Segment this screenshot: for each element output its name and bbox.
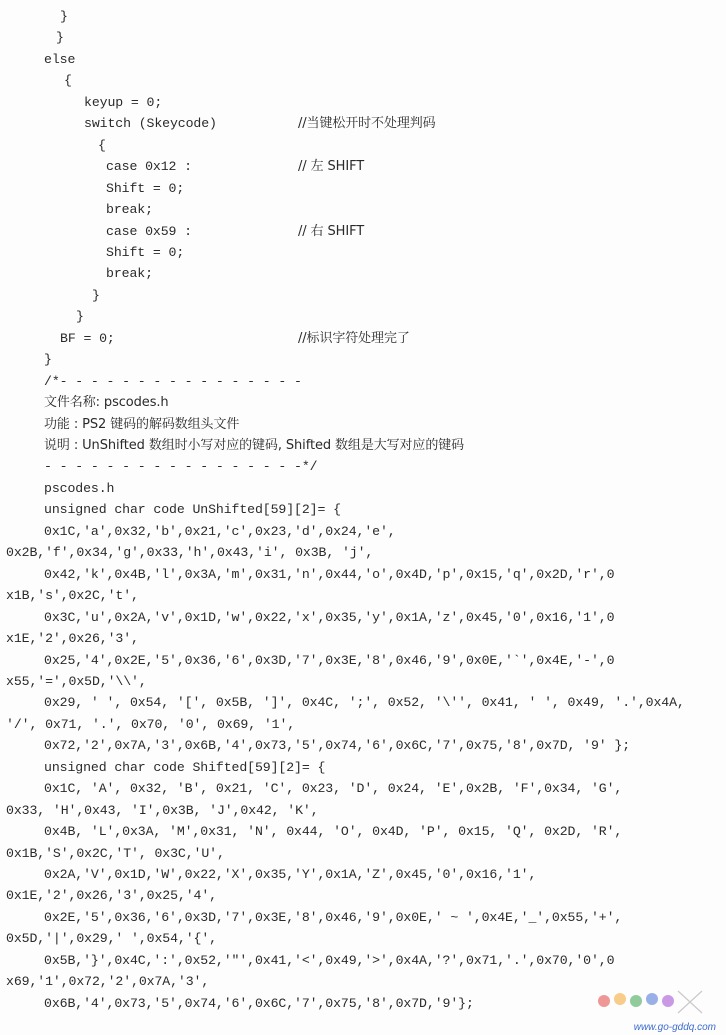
code-text: Shift = 0; [106, 244, 185, 260]
code-line [106, 178, 184, 199]
code-line [44, 692, 685, 713]
code-text: 0x2A,'V',0x1D,'W',0x22,'X',0x35,'Y',0x1A,'Z',0x45,'0',0x16,'1', [44, 867, 537, 882]
code-line [6, 714, 295, 735]
code-line [44, 735, 630, 756]
code-text: else [44, 51, 76, 67]
code-text: 0x42,'k',0x4B,'l',0x3A,'m',0x31,'n',0x44,'o',0x4D,'p',0x15,'q',0x2D,'r',0 [44, 566, 615, 582]
code-text: 文件名称: pscodes.h [44, 395, 169, 411]
code-line [106, 263, 153, 284]
code-text: case 0x59 : [106, 223, 192, 239]
code-text: 0x1B,'S',0x2C,'T', 0x3C,'U', [6, 845, 225, 861]
code-line [92, 285, 100, 306]
code-line [44, 435, 464, 456]
code-text: x55,'=',0x5D,'\\', [6, 673, 147, 689]
code-line [98, 135, 106, 156]
code-line [44, 499, 341, 520]
code-text: Shift = 0; [106, 180, 185, 196]
code-text: case 0x12 : [106, 159, 192, 175]
code-comment: // 右 SHIFT [298, 223, 365, 239]
code-text: 0x33, 'H',0x43, 'I',0x3B, 'J',0x42, 'K', [6, 802, 319, 818]
code-line [44, 521, 396, 542]
code-text: 0x1E,'2',0x26,'3',0x25,'4', [6, 888, 217, 904]
code-line [44, 607, 614, 628]
code-text: 0x1C, 'A', 0x32, 'B', 0x21, 'C', 0x23, 'D', 0x24, 'E',0x2B, 'F',0x34, 'G', [44, 781, 623, 797]
watermark-url: www.go-gddq.com [633, 1022, 716, 1033]
code-text: 0x2B,'f',0x34,'g',0x33,'h',0x43,'i', 0x3B, 'j', [6, 545, 374, 561]
code-line [6, 971, 209, 992]
code-line [6, 585, 139, 606]
code-text: - - - - - - - - - - - - - - - - -*/ [44, 459, 318, 475]
code-line [44, 864, 536, 885]
code-text: break; [106, 266, 153, 282]
code-line [60, 6, 68, 27]
code-line [6, 542, 373, 563]
code-line [64, 70, 72, 91]
code-line [106, 242, 184, 263]
code-line [76, 306, 84, 327]
code-line [6, 800, 319, 821]
code-text: 0x2E,'5',0x36,'6',0x3D,'7',0x3E,'8',0x46,'9',0x0E,' ~ ',0x4E,'_',0x55,'+', [44, 909, 623, 925]
code-comment: //当键松开时不处理判码 [298, 116, 436, 132]
code-text: 功能 : PS2 键码的解码数组头文件 [44, 416, 240, 432]
code-line [44, 478, 114, 499]
code-line [6, 928, 217, 949]
code-line [44, 993, 474, 1014]
code-line [84, 92, 162, 113]
code-line [44, 821, 622, 842]
code-line [106, 221, 365, 242]
code-text: 0x1C,'a',0x32,'b',0x21,'c',0x23,'d',0x24,'e', [44, 523, 396, 539]
code-line [106, 199, 153, 220]
code-text: switch (Skeycode) [84, 116, 217, 132]
code-line [6, 628, 139, 649]
code-line [44, 907, 622, 928]
code-line [44, 564, 614, 585]
code-text: } [92, 287, 100, 303]
code-text: x1E,'2',0x26,'3', [6, 631, 139, 647]
code-text: 0x25,'4',0x2E,'5',0x36,'6',0x3D,'7',0x3E,'8',0x46,'9',0x0E,'`',0x4E,'-',0 [44, 652, 615, 668]
code-line [44, 650, 614, 671]
code-line [44, 456, 317, 477]
code-line [44, 371, 302, 392]
code-line [56, 27, 64, 48]
code-text: '/', 0x71, '.', 0x70, '0', 0x69, '1', [6, 716, 296, 732]
code-text: 0x29, ' ', 0x54, '[', 0x5B, ']', 0x4C, ';', 0x52, '\'', 0x41, ' ', 0x49, '.',0x4A, [44, 695, 685, 711]
code-line [6, 843, 225, 864]
code-text: x69,'1',0x72,'2',0x7A,'3', [6, 974, 210, 990]
code-text: } [44, 352, 52, 368]
code-text: 说明 : UnShifted 数组时小写对应的键码, Shifted 数组是大写对应的键码 [44, 438, 465, 453]
code-text: /*- - - - - - - - - - - - - - - - [44, 373, 302, 389]
code-line [44, 757, 325, 778]
code-text: { [98, 137, 106, 153]
code-line [44, 392, 169, 413]
code-text: pscodes.h [44, 480, 115, 496]
code-text: 0x5D,'|',0x29,' ',0x54,'{', [6, 931, 217, 947]
code-line [44, 950, 614, 971]
code-line [60, 328, 410, 349]
code-line [6, 671, 147, 692]
code-comment: // 左 SHIFT [298, 159, 365, 175]
code-line [44, 778, 622, 799]
code-text: } [56, 30, 64, 46]
code-text: 0x6B,'4',0x73,'5',0x74,'6',0x6C,'7',0x75,'8',0x7D,'9'}; [44, 995, 474, 1011]
code-comment: //标识字符处理完了 [298, 330, 410, 346]
code-text: 0x5B,'}',0x4C,':',0x52,'"',0x41,'<',0x49,'>',0x4A,'?',0x71,'.',0x70,'0',0 [44, 952, 615, 968]
code-line [6, 885, 217, 906]
code-line [106, 156, 365, 177]
code-text: } [76, 309, 84, 325]
code-line [44, 349, 52, 370]
code-text: 0x3C,'u',0x2A,'v',0x1D,'w',0x22,'x',0x35,'y',0x1A,'z',0x45,'0',0x16,'1',0 [44, 609, 615, 625]
code-text: } [60, 9, 68, 24]
code-text: x1B,'s',0x2C,'t', [6, 588, 139, 604]
code-text: keyup = 0; [84, 94, 163, 110]
code-text: break; [106, 202, 153, 218]
code-line [44, 414, 239, 435]
code-line [44, 49, 75, 70]
code-text: BF = 0; [60, 330, 115, 346]
code-line [84, 113, 436, 134]
code-text: 0x72,'2',0x7A,'3',0x6B,'4',0x73,'5',0x74,'6',0x6C,'7',0x75,'8',0x7D, '9' }; [44, 738, 631, 754]
code-text: unsigned char code UnShifted[59][2]= { [44, 502, 341, 518]
code-text: 0x4B, 'L',0x3A, 'M',0x31, 'N', 0x44, 'O', 0x4D, 'P', 0x15, 'Q', 0x2D, 'R', [44, 824, 623, 840]
code-text: unsigned char code Shifted[59][2]= { [44, 759, 326, 775]
code-text: { [64, 73, 72, 89]
